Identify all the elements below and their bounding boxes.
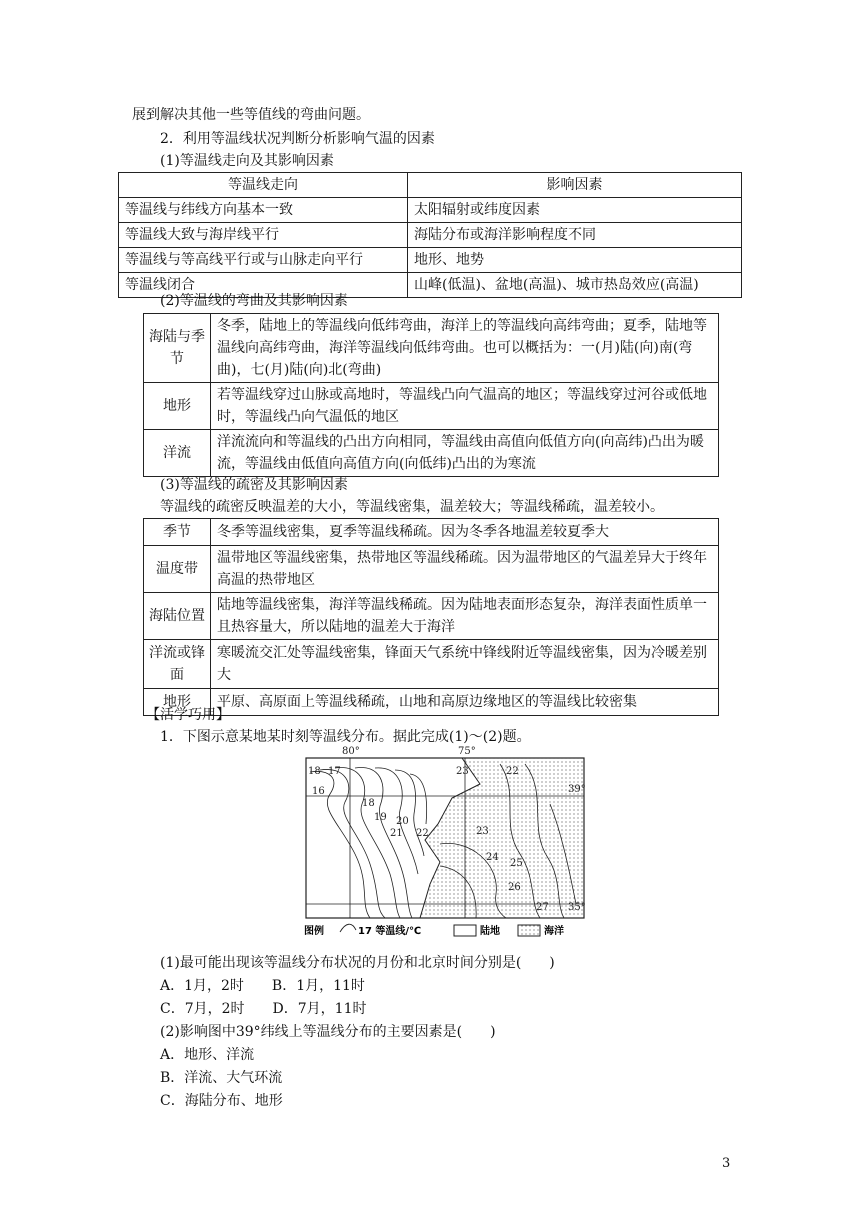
table-isotherm-bend (143, 313, 719, 477)
lat-label: 39° (568, 784, 586, 795)
table-header: 影响因素 (408, 173, 742, 198)
table-cell: 山峰(低温)、盆地(高温)、城市热岛效应(高温) (408, 273, 742, 298)
isotherm-label: 21 (390, 828, 403, 839)
row-label: 地形 (144, 689, 211, 716)
legend-isotherm: 17 等温线/℃ (358, 926, 422, 937)
table-header-row (119, 173, 742, 198)
q1-option: A．1月，2时 B．1月，11时 (160, 978, 365, 994)
lat-label: 35° (568, 902, 586, 913)
isotherm-label: 19 (374, 812, 387, 823)
q1-option: C．7月，2时 D．7月，11时 (160, 1001, 367, 1017)
practice-heading: 【活学巧用】 (146, 707, 230, 723)
row-text: 寒暖流交汇处等温线密集，锋面天气系统中锋线附近等温线密集，因为冷暖差别大 (211, 640, 719, 689)
table-isotherm-density (143, 518, 719, 716)
isotherm-label: 22 (416, 828, 429, 839)
legend-title: 图例 (304, 926, 324, 937)
table-row (144, 314, 719, 383)
isotherm-label: 25 (510, 858, 523, 869)
map-legend (304, 924, 564, 937)
row-label: 地形 (144, 383, 211, 430)
section2-heading: 2．利用等温线状况判断分析影响气温的因素 (160, 131, 435, 147)
row-label: 海陆与季节 (144, 314, 211, 383)
table-row (144, 383, 719, 430)
row-label: 温度带 (144, 546, 211, 593)
row-text: 陆地等温线密集，海洋等温线稀疏。因为陆地表面形态复杂，海洋表面性质单一且热容量大，所以陆地的温差大于海洋 (211, 593, 719, 640)
q2-stem: (2)影响图中39°纬线上等温线分布的主要因素是( ) (160, 1024, 496, 1040)
row-label: 海陆位置 (144, 593, 211, 640)
q2-option: A．地形、洋流 (160, 1047, 255, 1063)
isotherm-label: 23 (456, 766, 469, 777)
row-text: 若等温线穿过山脉或高地时，等温线凸向气温高的地区；等温线穿过河谷或低地时，等温线凸向气温低的地区 (211, 383, 719, 430)
sub3-intro: 等温线的疏密反映温差的大小，等温线密集，温差较大；等温线稀疏，温差较小。 (160, 499, 664, 515)
table-cell: 地形、地势 (408, 248, 742, 273)
table-row (144, 640, 719, 689)
isotherm-label: 24 (486, 852, 499, 863)
table-row (119, 248, 742, 273)
q1-stem: (1)最可能出现该等温线分布状况的月份和北京时间分别是( ) (160, 955, 555, 971)
sub1-heading: (1)等温线走向及其影响因素 (160, 153, 334, 169)
isotherm-label: 17 (328, 766, 341, 777)
q2-option: C．海陆分布、地形 (160, 1093, 283, 1109)
lon-label: 75° (458, 746, 476, 757)
row-text: 冬季等温线密集，夏季等温线稀疏。因为冬季各地温差较夏季大 (211, 519, 719, 546)
row-label: 季节 (144, 519, 211, 546)
row-text: 温带地区等温线密集，热带地区等温线稀疏。因为温带地区的气温差异大于终年高温的热带地区 (211, 546, 719, 593)
isotherm-map (300, 744, 590, 944)
isotherm-label: 27 (536, 902, 549, 913)
table-row (119, 198, 742, 223)
table-row (144, 519, 719, 546)
table-row (144, 430, 719, 477)
row-label: 洋流或锋面 (144, 640, 211, 689)
row-label: 洋流 (144, 430, 211, 477)
page-number: 3 (722, 1156, 731, 1171)
intro-tail: 展到解决其他一些等值线的弯曲问题。 (132, 107, 370, 123)
table-cell: 等温线与纬线方向基本一致 (119, 198, 408, 223)
question-1: 1．下图示意某地某时刻等温线分布。据此完成(1)～(2)题。 (160, 729, 531, 745)
sub3-heading: (3)等温线的疏密及其影响因素 (160, 477, 348, 493)
table-isotherm-direction (118, 172, 742, 298)
isotherm-label: 18 (308, 766, 321, 777)
table-row (144, 593, 719, 640)
isotherm-label: 20 (396, 816, 409, 827)
isotherm-label: 23 (476, 826, 489, 837)
row-text: 冬季，陆地上的等温线向低纬弯曲，海洋上的等温线向高纬弯曲；夏季，陆地等温线向高纬弯曲，海洋等温线向低纬弯曲。也可以概括为：一(月)陆(向)南(弯曲)，七(月)陆(向)北(弯曲) (211, 314, 719, 383)
isotherm-label: 22 (506, 766, 519, 777)
table-cell: 等温线大致与海岸线平行 (119, 223, 408, 248)
table-row (119, 223, 742, 248)
isotherm-label: 16 (312, 786, 325, 797)
legend-land: 陆地 (480, 926, 500, 937)
row-text: 平原、高原面上等温线稀疏，山地和高原边缘地区的等温线比较密集 (211, 689, 719, 716)
table-cell: 等温线闭合 (119, 273, 408, 298)
isotherm-label: 26 (508, 882, 521, 893)
sub2-heading: (2)等温线的弯曲及其影响因素 (160, 293, 348, 309)
table-cell: 等温线与等高线平行或与山脉走向平行 (119, 248, 408, 273)
lon-label: 80° (342, 746, 360, 757)
table-header: 等温线走向 (119, 173, 408, 198)
q2-option: B．洋流、大气环流 (160, 1070, 283, 1086)
isotherm-label: 18 (362, 798, 375, 809)
legend-sea: 海洋 (544, 926, 564, 937)
table-cell: 海陆分布或海洋影响程度不同 (408, 223, 742, 248)
row-text: 洋流流向和等温线的凸出方向相同，等温线由高值向低值方向(向高纬)凸出为暖流，等温线由低值向高值方向(向低纬)凸出的为寒流 (211, 430, 719, 477)
table-cell: 太阳辐射或纬度因素 (408, 198, 742, 223)
table-row (144, 546, 719, 593)
